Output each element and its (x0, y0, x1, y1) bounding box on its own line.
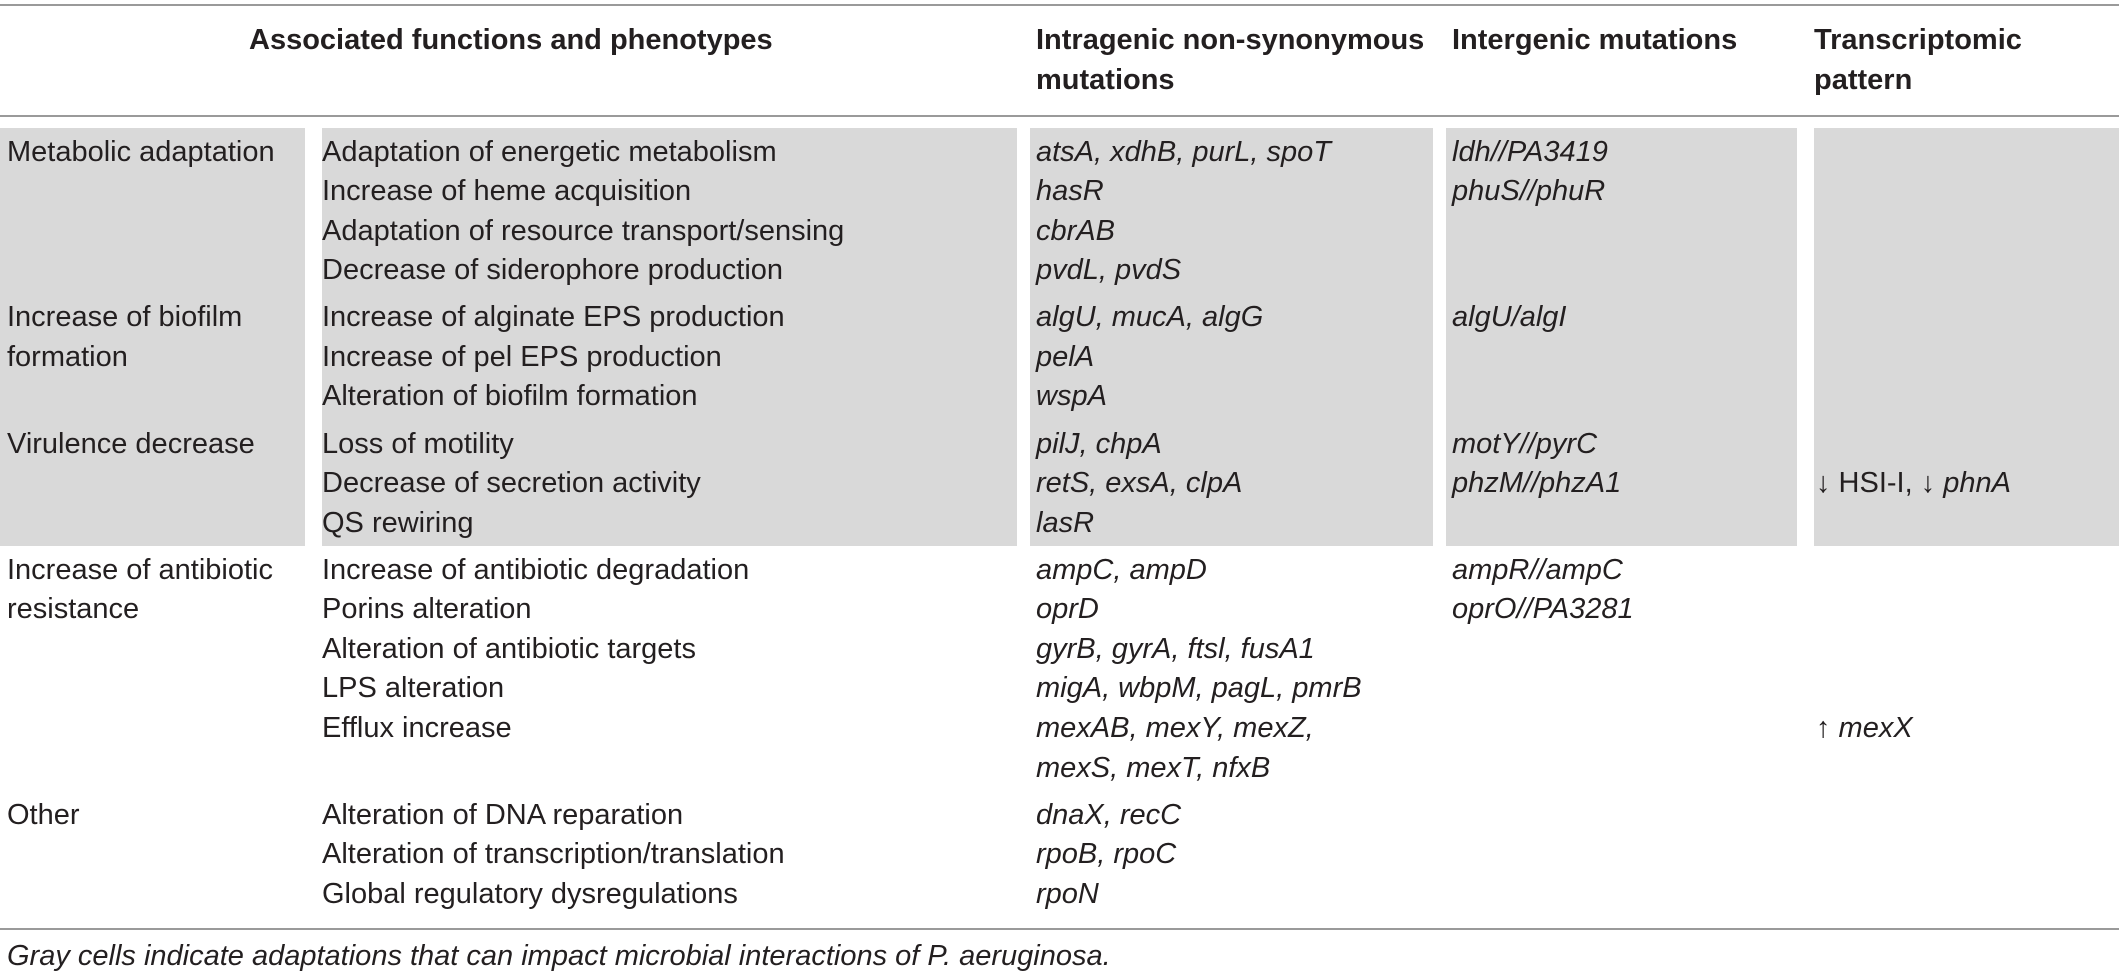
transcriptomic-cell (1816, 708, 1913, 748)
category-label: formation (7, 341, 128, 373)
category-label: Increase of antibiotic (7, 554, 273, 586)
function-cell: Efflux increase (322, 712, 512, 744)
function-cell: Adaptation of energetic metabolism (322, 136, 777, 168)
intergenic-cell: ampR//ampC (1452, 554, 1623, 586)
header-transcriptomic-line2: pattern (1814, 64, 1913, 96)
function-cell: Alteration of transcription/translation (322, 838, 785, 870)
intragenic-cell: ampC, ampD (1036, 554, 1207, 586)
intragenic-cell: retS, exsA, clpA (1036, 467, 1243, 499)
function-cell: QS rewiring (322, 507, 474, 539)
intragenic-cell: pvdL, pvdS (1036, 254, 1182, 286)
header-intragenic-line1: Intragenic non-synonymous (1036, 24, 1425, 56)
function-cell: Increase of alginate EPS production (322, 301, 785, 333)
function-cell: Increase of antibiotic degradation (322, 554, 750, 586)
category-label: Metabolic adaptation (7, 136, 275, 168)
intragenic-cell: rpoB, rpoC (1036, 838, 1177, 870)
down-arrow-icon: ↓ (1920, 467, 1936, 499)
top-rule (0, 4, 2119, 6)
function-cell: Global regulatory dysregulations (322, 878, 738, 910)
function-cell: Alteration of biofilm formation (322, 380, 698, 412)
intragenic-cell: pilJ, chpA (1036, 428, 1162, 460)
header-associated-functions: Associated functions and phenotypes (249, 24, 773, 56)
intragenic-cell: migA, wbpM, pagL, pmrB (1036, 672, 1362, 704)
down-arrow-icon: ↓ (1816, 467, 1831, 499)
header-intergenic: Intergenic mutations (1452, 24, 1738, 56)
intragenic-cell: algU, mucA, algG (1036, 301, 1264, 333)
intragenic-cell: atsA, xdhB, purL, spoT (1036, 136, 1331, 168)
transcript-gene: mexX (1830, 712, 1913, 744)
header-transcriptomic-line1: Transcriptomic (1814, 24, 2022, 56)
transcript-text: HSI-I, (1830, 467, 1921, 499)
intragenic-cell: oprD (1036, 593, 1099, 625)
intragenic-cell: dnaX, recC (1036, 799, 1182, 831)
function-cell: Decrease of siderophore production (322, 254, 784, 286)
transcriptomic-cell (1816, 463, 2011, 503)
intragenic-cell: cbrAB (1036, 215, 1115, 247)
intragenic-cell: gyrB, gyrA, ftsl, fusA1 (1036, 633, 1315, 665)
function-cell: LPS alteration (322, 672, 505, 704)
intragenic-cell: wspA (1036, 380, 1107, 412)
function-cell: Alteration of DNA reparation (322, 799, 684, 831)
function-cell: Porins alteration (322, 593, 532, 625)
category-label: Other (7, 799, 80, 831)
category-label: Increase of biofilm (7, 301, 243, 333)
function-cell: Alteration of antibiotic targets (322, 633, 696, 665)
function-cell: Adaptation of resource transport/sensing (322, 215, 845, 247)
intergenic-cell: phzM//phzA1 (1452, 467, 1622, 499)
function-cell: Decrease of secretion activity (322, 467, 701, 499)
intergenic-cell: ldh//PA3419 (1452, 136, 1608, 168)
category-label: Virulence decrease (7, 428, 255, 460)
bottom-rule (0, 928, 2119, 930)
transcript-gene: phnA (1935, 467, 2012, 499)
header-intragenic-line2: mutations (1036, 64, 1175, 96)
category-label: resistance (7, 593, 140, 625)
intergenic-cell: motY//pyrC (1452, 428, 1598, 460)
intergenic-cell: phuS//phuR (1452, 175, 1606, 207)
function-cell: Loss of motility (322, 428, 514, 460)
function-cell: Increase of heme acquisition (322, 175, 692, 207)
up-arrow-icon: ↑ (1816, 712, 1831, 744)
intergenic-cell: algU/algI (1452, 301, 1567, 333)
intragenic-cell-continued: mexS, mexT, nfxB (1036, 752, 1271, 784)
table-caption: Gray cells indicate adaptations that can impact microbial interactions of P. aeruginosa. (7, 940, 1111, 972)
intragenic-cell: rpoN (1036, 878, 1099, 910)
intragenic-cell: lasR (1036, 507, 1095, 539)
intragenic-cell: hasR (1036, 175, 1104, 207)
intergenic-cell: oprO//PA3281 (1452, 593, 1634, 625)
function-cell: Increase of pel EPS production (322, 341, 722, 373)
header-rule (0, 115, 2119, 117)
intragenic-cell: pelA (1036, 341, 1095, 373)
intragenic-cell: mexAB, mexY, mexZ, (1036, 712, 1314, 744)
